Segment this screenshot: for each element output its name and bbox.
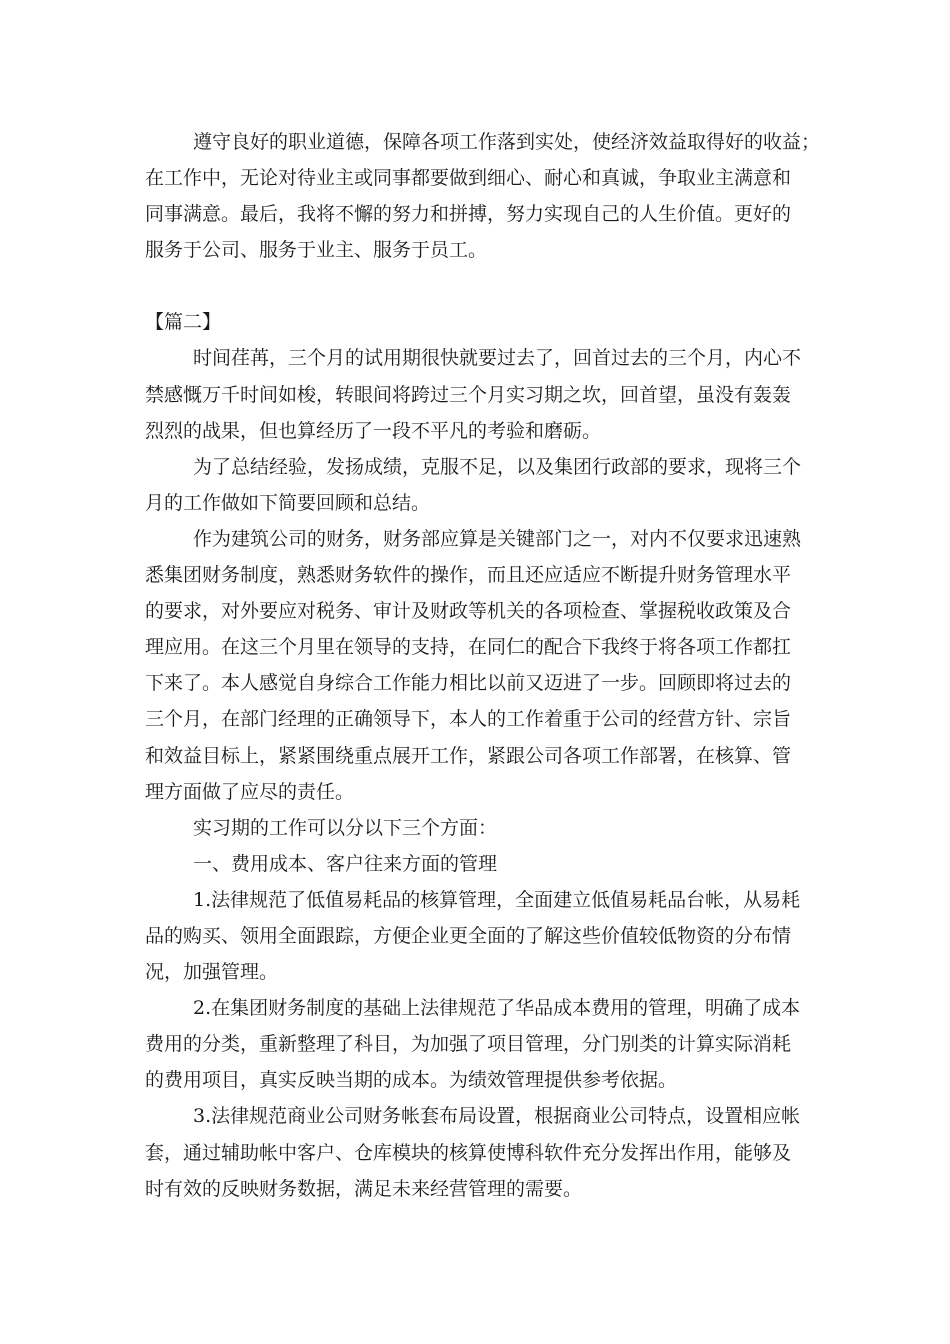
text-line: 1.法律规范了低值易耗品的核算管理，全面建立低值易耗品台帐，从易耗 — [193, 888, 801, 911]
text-line: 一、费用成本、客户往来方面的管理 — [193, 852, 498, 875]
text-line: 实习期的工作可以分以下三个方面： — [193, 816, 498, 839]
document-page — [145, 124, 821, 1207]
paragraph-1 — [145, 124, 821, 268]
text-line: 月的工作做如下简要回顾和总结。 — [145, 491, 431, 514]
text-line: 的要求，对外要应对税务、审计及财政等机关的各项检查、掌握税收政策及合 — [145, 600, 792, 623]
text-line: 同事满意。最后，我将不懈的努力和拼搏，努力实现自己的人生价值。更好的 — [145, 203, 792, 226]
text-line: 的费用项目，真实反映当期的成本。为绩效管理提供参考依据。 — [145, 1069, 678, 1092]
text-line: 服务于公司、服务于业主、服务于员工。 — [145, 239, 488, 262]
paragraph-5 — [145, 810, 813, 846]
text-line: 禁感慨万千时间如梭，转眼间将跨过三个月实习期之坎，回首望，虽没有轰轰 — [145, 383, 792, 406]
text-line: 品的购买、领用全面跟踪，方便企业更全面的了解这些价值较低物资的分布情 — [145, 924, 792, 947]
paragraph-8 — [145, 990, 813, 1098]
paragraph-4 — [145, 521, 813, 810]
text-line: 理方面做了应尽的责任。 — [145, 780, 355, 803]
text-line: 为了总结经验，发扬成绩，克服不足，以及集团行政部的要求，现将三个 — [193, 455, 802, 478]
text-line: 3.法律规范商业公司财务帐套布局设置，根据商业公司特点，设置相应帐 — [193, 1105, 801, 1128]
text-line: 理应用。在这三个月里在领导的支持，在同仁的配合下我终于将各项工作都扛 — [145, 636, 792, 659]
text-line: 悉集团财务制度，熟悉财务软件的操作，而且还应适应不断提升财务管理水平 — [145, 564, 792, 587]
text-line: 时间荏苒，三个月的试用期很快就要过去了，回首过去的三个月，内心不 — [193, 347, 802, 370]
text-line: 2.在集团财务制度的基础上法律规范了华品成本费用的管理，明确了成本 — [193, 997, 801, 1020]
paragraph-3 — [145, 449, 813, 521]
text-line: 遵守良好的职业道德，保障各项工作落到实处，使经济效益取得好的收益； — [193, 131, 821, 153]
paragraph-gap — [145, 268, 813, 304]
text-line: 时有效的反映财务数据，满足未来经营管理的需要。 — [145, 1177, 583, 1200]
text-line: 在工作中，无论对待业主或同事都要做到细心、耐心和真诚，争取业主满意和 — [145, 167, 792, 190]
section-heading: 【篇二】 — [145, 311, 222, 334]
text-line: 作为建筑公司的财务，财务部应算是关键部门之一，对内不仅要求迅速熟 — [193, 527, 802, 550]
text-line: 三个月，在部门经理的正确领导下，本人的工作着重于公司的经营方针、宗旨 — [145, 708, 792, 731]
paragraph-6 — [145, 846, 813, 882]
text-line: 套，通过辅助帐中客户、仓库模块的核算使博科软件充分发挥出作用，能够及 — [145, 1141, 792, 1164]
text-line: 况，加强管理。 — [145, 961, 279, 984]
text-line: 费用的分类，重新整理了科目，为加强了项目管理，分门别类的计算实际消耗 — [145, 1033, 792, 1056]
text-line: 烈烈的战果，但也算经历了一段不平凡的考验和磨砺。 — [145, 419, 602, 442]
paragraph-9 — [145, 1098, 813, 1206]
text-line: 和效益目标上，紧紧围绕重点展开工作，紧跟公司各项工作部署，在核算、管 — [145, 744, 792, 767]
text-line: 下来了。本人感觉自身综合工作能力相比以前又迈进了一步。回顾即将过去的 — [145, 672, 792, 695]
paragraph-2 — [145, 340, 813, 448]
paragraph-7 — [145, 882, 813, 990]
